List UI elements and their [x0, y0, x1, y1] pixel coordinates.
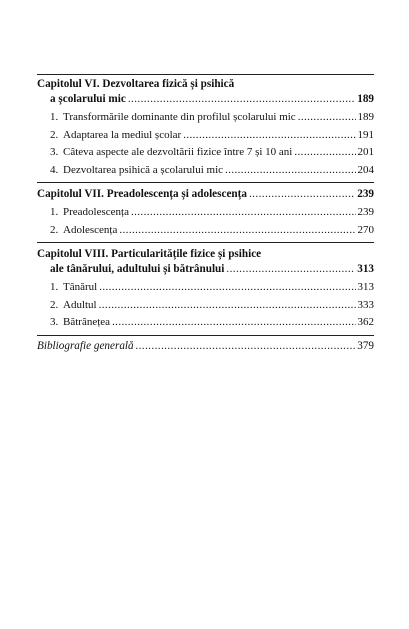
page-number: 191 [357, 128, 374, 141]
page-number: 189 [357, 111, 374, 123]
entry-label: Preadolescența [63, 206, 129, 218]
chapter-title-continued: a școlarului mic [50, 93, 126, 105]
leader-dots [128, 92, 355, 107]
page-number: 270 [357, 223, 374, 236]
page-number: 362 [357, 316, 374, 328]
entry-label: Adaptarea la mediul școlar [63, 128, 182, 141]
entry-number: 1. [50, 111, 59, 123]
toc-entry[interactable] [37, 127, 374, 145]
toc-entry[interactable] [37, 204, 374, 222]
entry-label: Bătrânețea [63, 316, 111, 328]
page-number: 333 [357, 298, 374, 311]
leader-dots [119, 222, 355, 240]
page-number: 239 [357, 188, 374, 200]
toc-entry[interactable] [37, 144, 374, 162]
entry-number: 4. [50, 163, 59, 176]
entry-number: 2. [50, 223, 59, 236]
bibliography-entry[interactable] [37, 339, 374, 354]
entry-label: Câteva aspecte ale dezvoltării fizice între 7 și 10 ani [63, 146, 293, 158]
page-number: 189 [357, 93, 374, 105]
entry-list [37, 204, 374, 239]
leader-dots [226, 262, 355, 277]
toc-entry[interactable] [37, 297, 374, 315]
leader-dots [136, 339, 356, 354]
entry-list [37, 279, 374, 332]
top-rule [37, 74, 374, 75]
toc-entry[interactable] [37, 279, 374, 297]
entry-number: 3. [50, 316, 59, 328]
toc-entry[interactable] [37, 314, 374, 332]
chapter-divider [37, 335, 374, 336]
chapter-vii [37, 187, 374, 239]
leader-dots [112, 314, 355, 332]
leader-dots [298, 109, 356, 127]
entry-number: 2. [50, 128, 59, 141]
leader-dots [99, 297, 356, 315]
leader-dots [131, 204, 356, 222]
toc-entry[interactable] [37, 109, 374, 127]
bibliography-label: Bibliografie generală [37, 339, 134, 352]
entry-list [37, 109, 374, 179]
page-number: 313 [357, 263, 374, 275]
chapter-title-line [37, 262, 374, 277]
page-number: 313 [357, 281, 374, 293]
entry-number: 1. [50, 281, 59, 293]
entry-label: Adultul [63, 298, 97, 311]
leader-dots [183, 127, 355, 145]
toc-entry[interactable] [37, 222, 374, 240]
entry-label: Tânărul [63, 281, 98, 293]
chapter-title-line [37, 187, 374, 202]
chapter-title-continued: ale tânărului, adultului și bătrânului [50, 263, 225, 275]
entry-number: 2. [50, 298, 59, 311]
toc-entry[interactable] [37, 162, 374, 180]
entry-number: 3. [50, 146, 59, 158]
chapter-title: Capitolul VIII. Particularitățile fizice și psihice [37, 248, 262, 260]
page-number: 201 [357, 146, 374, 158]
leader-dots [99, 279, 355, 297]
page-number: 379 [357, 339, 374, 352]
page-number: 239 [357, 206, 374, 218]
entry-label: Adolescența [63, 223, 118, 236]
chapter-viii [37, 247, 374, 332]
chapter-title-line [37, 92, 374, 107]
leader-dots [225, 162, 355, 180]
page-number: 204 [357, 163, 374, 176]
table-of-contents [37, 74, 374, 354]
chapter-title: Capitolul VII. Preadolescența și adolescența [37, 188, 247, 200]
chapter-divider [37, 242, 374, 243]
leader-dots [249, 187, 355, 202]
entry-number: 1. [50, 206, 59, 218]
chapter-divider [37, 182, 374, 183]
leader-dots [294, 144, 355, 162]
chapter-vi [37, 77, 374, 179]
entry-label: Transformările dominante din profilul școlarului mic [63, 111, 296, 123]
entry-label: Dezvoltarea psihică a școlarului mic [63, 163, 224, 176]
chapter-title: Capitolul VI. Dezvoltarea fizică și psihică [37, 78, 235, 90]
